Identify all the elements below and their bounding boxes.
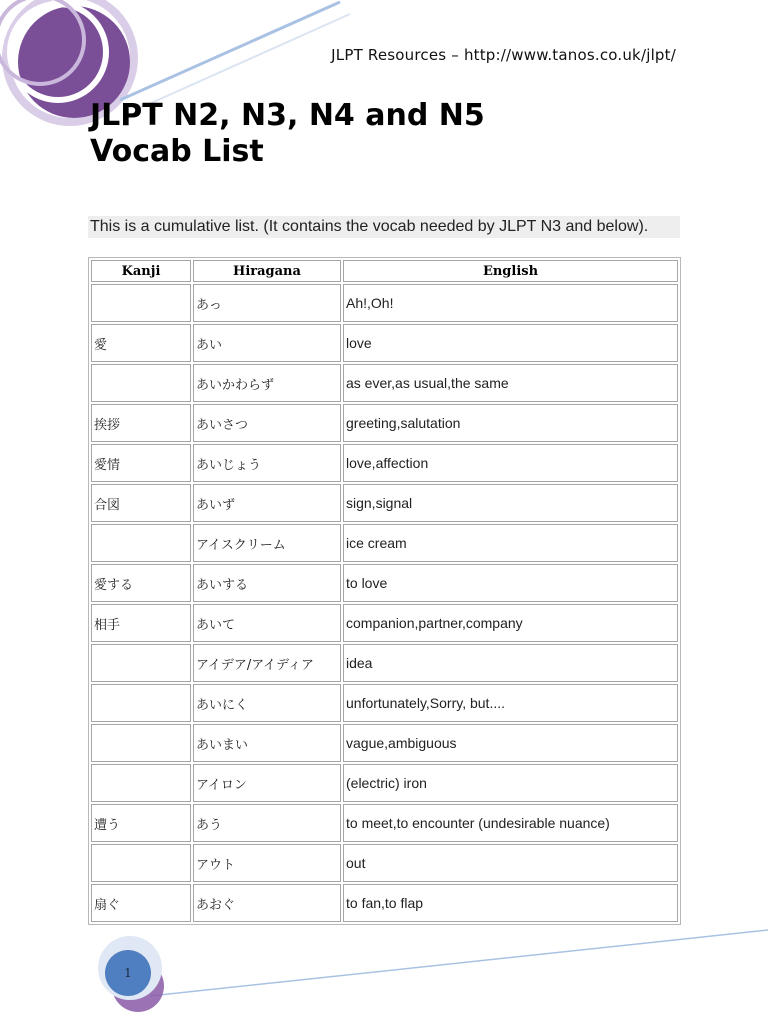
kanji-cell: 扇ぐ — [91, 884, 191, 922]
english-cell: to fan,to flap — [343, 884, 678, 922]
english-cell: greeting,salutation — [343, 404, 678, 442]
english-cell: vague,ambiguous — [343, 724, 678, 762]
table-row — [91, 484, 678, 522]
english-cell: to meet,to encounter (undesirable nuance) — [343, 804, 678, 842]
kanji-cell — [91, 524, 191, 562]
kanji-cell: 愛する — [91, 564, 191, 602]
table-row — [91, 284, 678, 322]
table-row — [91, 804, 678, 842]
table-row — [91, 564, 678, 602]
page-number: 1 — [124, 966, 132, 980]
hiragana-cell: あう — [193, 804, 341, 842]
kanji-cell: 相手 — [91, 604, 191, 642]
table-header-row — [91, 260, 678, 282]
table-row — [91, 444, 678, 482]
table-row — [91, 524, 678, 562]
english-cell: Ah!,Oh! — [343, 284, 678, 322]
hiragana-cell: あいて — [193, 604, 341, 642]
hiragana-cell: アイスクリーム — [193, 524, 341, 562]
kanji-cell: 愛 — [91, 324, 191, 362]
english-cell: companion,partner,company — [343, 604, 678, 642]
table-row — [91, 644, 678, 682]
english-cell: out — [343, 844, 678, 882]
header-english: English — [343, 260, 678, 282]
table-row — [91, 324, 678, 362]
table-row — [91, 604, 678, 642]
table-row — [91, 764, 678, 802]
kanji-cell: 遭う — [91, 804, 191, 842]
hiragana-cell: あいまい — [193, 724, 341, 762]
english-cell: idea — [343, 644, 678, 682]
english-cell: as ever,as usual,the same — [343, 364, 678, 402]
title-line-2: Vocab List — [90, 134, 264, 169]
english-cell: unfortunately,Sorry, but.... — [343, 684, 678, 722]
hiragana-cell: あいず — [193, 484, 341, 522]
hiragana-cell: あいする — [193, 564, 341, 602]
english-cell: love,affection — [343, 444, 678, 482]
kanji-cell — [91, 364, 191, 402]
table-row — [91, 364, 678, 402]
kanji-cell: 合図 — [91, 484, 191, 522]
english-cell: love — [343, 324, 678, 362]
hiragana-cell: あいさつ — [193, 404, 341, 442]
title-line-1: JLPT N2, N3, N4 and N5 — [90, 98, 485, 133]
hiragana-cell: アイロン — [193, 764, 341, 802]
kanji-cell — [91, 284, 191, 322]
kanji-cell — [91, 764, 191, 802]
kanji-cell — [91, 644, 191, 682]
table-row — [91, 404, 678, 442]
resource-link[interactable]: JLPT Resources – http://www.tanos.co.uk/jlpt/ — [331, 46, 676, 64]
english-cell: to love — [343, 564, 678, 602]
header-kanji: Kanji — [91, 260, 191, 282]
kanji-cell — [91, 844, 191, 882]
english-cell: (electric) iron — [343, 764, 678, 802]
vocab-table-body — [91, 284, 678, 922]
english-cell: ice cream — [343, 524, 678, 562]
header-hiragana: Hiragana — [193, 260, 341, 282]
page-title — [90, 98, 485, 170]
hiragana-cell: アイデア/アイディア — [193, 644, 341, 682]
table-row — [91, 724, 678, 762]
hiragana-cell: あいかわらず — [193, 364, 341, 402]
table-row — [91, 684, 678, 722]
hiragana-cell: あいにく — [193, 684, 341, 722]
table-row — [91, 844, 678, 882]
hiragana-cell: あおぐ — [193, 884, 341, 922]
hiragana-cell: アウト — [193, 844, 341, 882]
table-row — [91, 884, 678, 922]
hiragana-cell: あい — [193, 324, 341, 362]
vocab-table — [88, 257, 681, 925]
kanji-cell — [91, 684, 191, 722]
kanji-cell — [91, 724, 191, 762]
kanji-cell: 挨拶 — [91, 404, 191, 442]
hiragana-cell: あっ — [193, 284, 341, 322]
hiragana-cell: あいじょう — [193, 444, 341, 482]
kanji-cell: 愛情 — [91, 444, 191, 482]
intro-text: This is a cumulative list. (It contains the vocab needed by JLPT N3 and below). — [88, 216, 680, 238]
english-cell: sign,signal — [343, 484, 678, 522]
